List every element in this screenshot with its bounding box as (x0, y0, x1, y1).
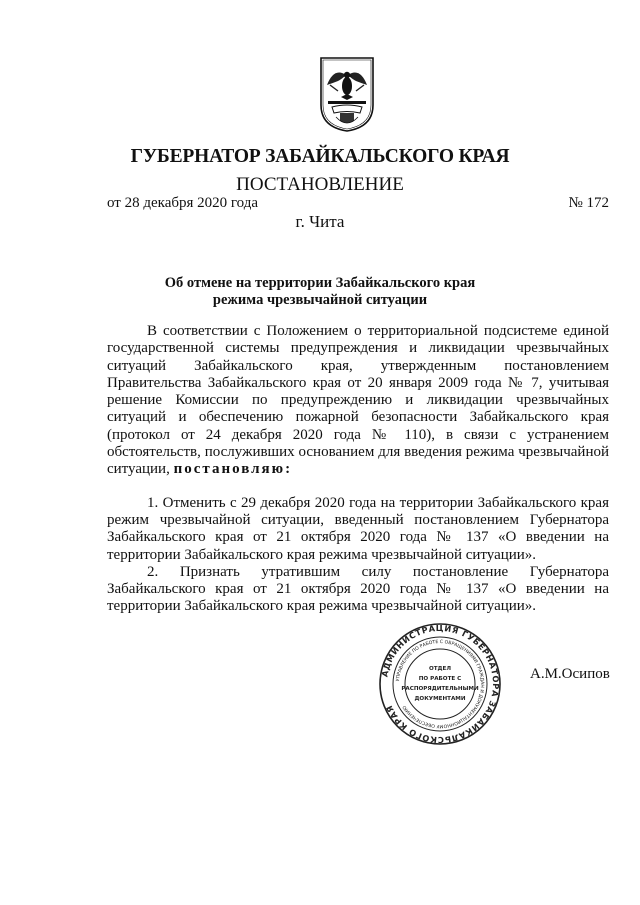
stamp-center-line: ОТДЕЛ (428, 666, 452, 672)
stamp-ring-text: УПРАВЛЕНИЕ ПО РАБОТЕ С ОБРАЩЕНИЯМИ ГРАЖДАН И ДОКУМЕНТАЦИОННОМУ ОБЕСПЕЧЕНИЮ (396, 639, 485, 729)
document-date: от 28 декабря 2020 года (107, 195, 259, 211)
stamp-center-line: РАСПОРЯДИТЕЛЬНЫМИ (401, 686, 479, 692)
date-number-line (107, 195, 609, 212)
stamp-center-line: ДОКУМЕНТАМИ (414, 696, 466, 702)
issuing-authority-title: ГУБЕРНАТОР ЗАБАЙКАЛЬСКОГО КРАЯ (130, 146, 510, 167)
document-number: № 172 (568, 195, 609, 211)
document-body (107, 323, 609, 616)
signer-name: А.М.Осипов (530, 666, 610, 682)
preamble-paragraph (107, 323, 609, 479)
stamp-outer-text: АДМИНИСТРАЦИЯ ГУБЕРНАТОРА ЗАБАЙКАЛЬСКОГО КРАЯ (379, 622, 502, 746)
document-subject: Об отмене на территории Забайкальского края режима чрезвычайной ситуации (164, 275, 476, 308)
item-2-paragraph: 2. Признать утратившим силу постановление Губернатора Забайкальского края от 21 октября 2020 года № 137 «О введении на территории Забайкальского края режима чрезвычайной ситуации». (107, 563, 609, 615)
stamp-center-line: ПО РАБОТЕ С (418, 676, 462, 682)
city-name: г. Чита (295, 212, 345, 231)
coat-of-arms-icon (318, 55, 376, 133)
item-1-paragraph: 1. Отменить с 29 декабря 2020 года на территории Забайкальского края режим чрезвычайной ситуации, введенный постановлением Губернатора Забайкальского края от 21 октября 2020 года № 137 «О введении на территории Забайкальского края режима чрезвычайной ситуации». (107, 494, 609, 563)
official-stamp (378, 622, 502, 746)
document-type: ПОСТАНОВЛЕНИЕ (236, 174, 404, 195)
svg-text:УПРАВЛЕНИЕ ПО РАБОТЕ С ОБРАЩЕН (395, 639, 485, 729)
preamble-text: В соответствии с Положением о территориальной подсистеме единой государственной системы предупреждения и ликвидации чрезвычайных ситуаций Забайкальского края, утвержденным постановлением Правительства Забайкальского края от 20 января 2009 года № 7, учитывая решение Комиссии по предупреждению и ликвидации чрезвычайных ситуаций и обеспечению пожарной безопасности Забайкальского края (протокол от 24 декабря 2020 года № 110), в связи с устранением обстоятельств, послуживших основанием для введения режима чрезвычайной ситуации, (107, 323, 609, 478)
decree-word: постановляю: (173, 461, 293, 478)
